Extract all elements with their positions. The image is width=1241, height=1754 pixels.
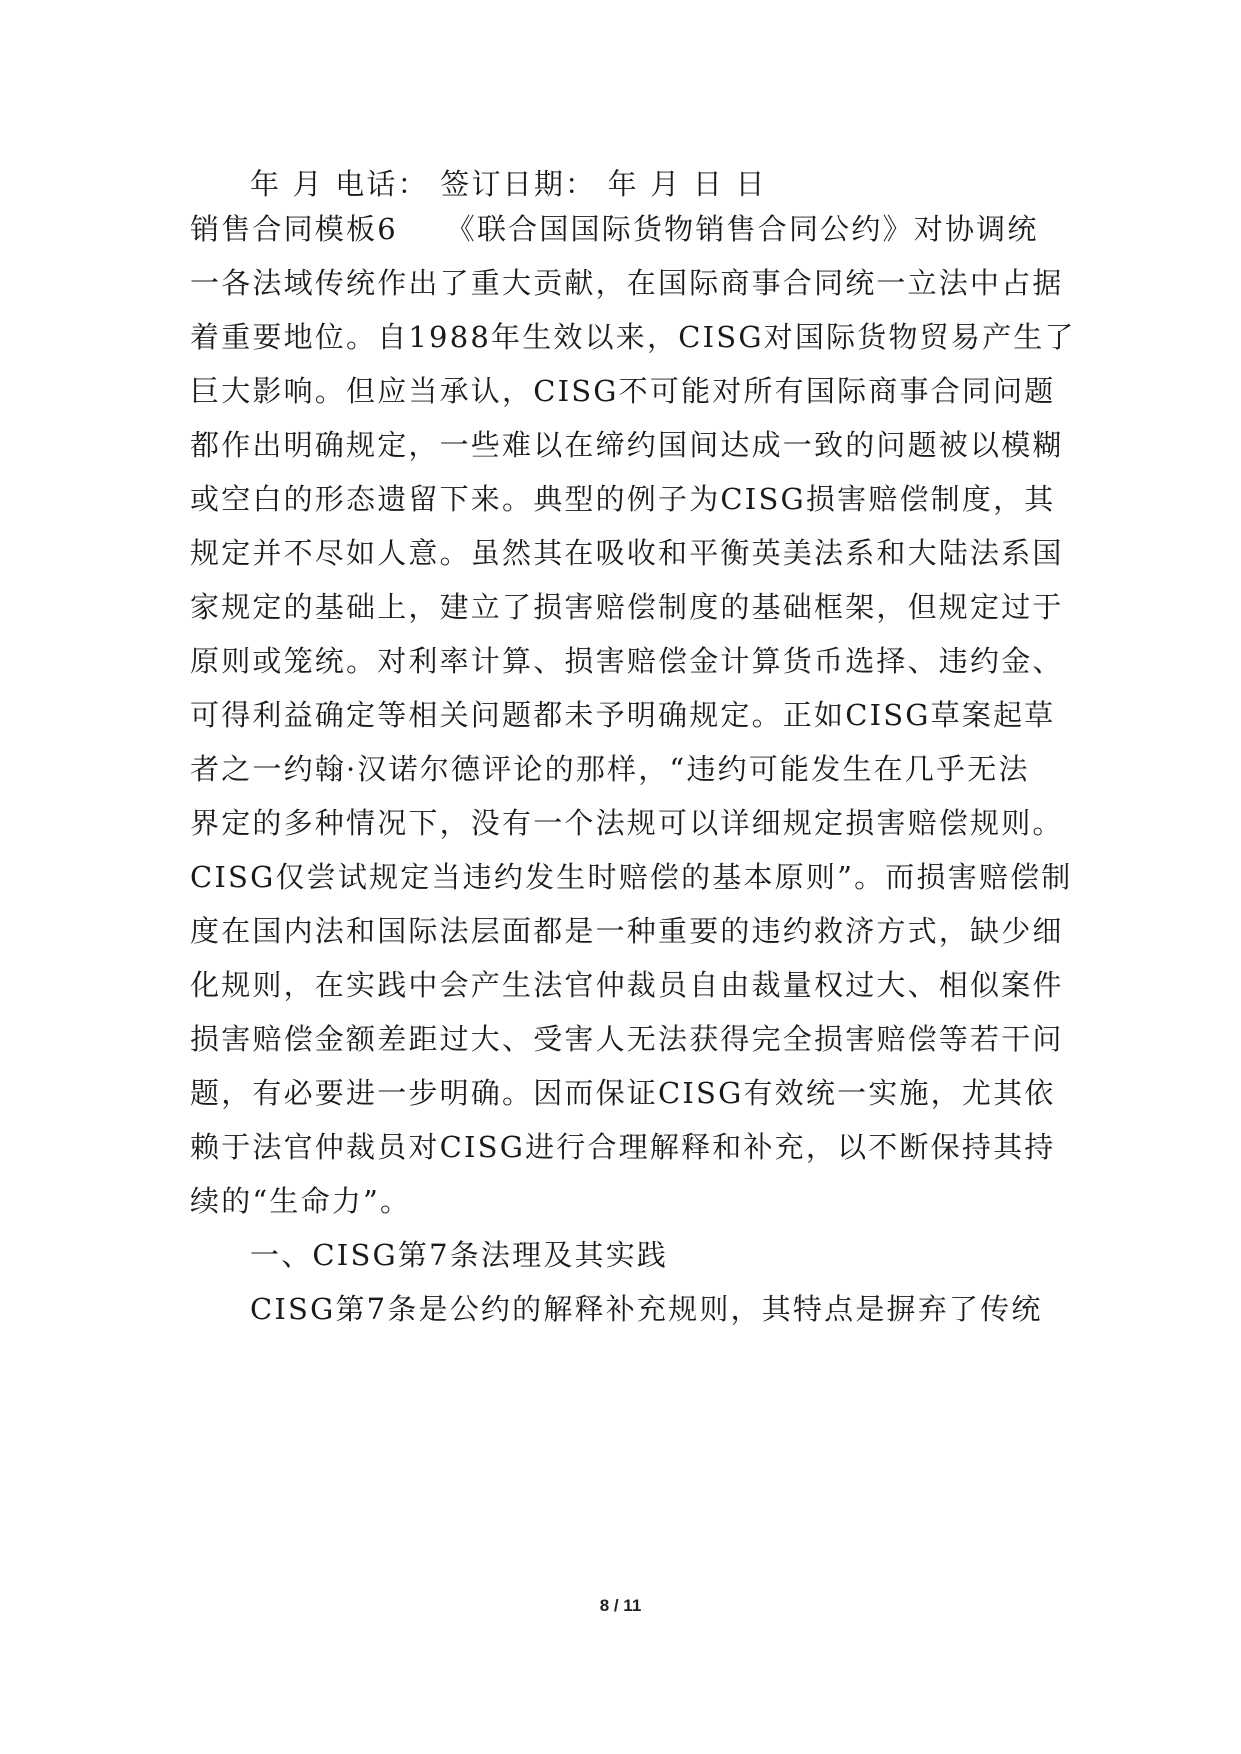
page-number: 8 / 11: [599, 1596, 642, 1615]
paragraph-line: 一各法域传统作出了重大贡献，在国际商事合同统一立法中占据: [190, 266, 1064, 300]
paragraph-line: 续的“生命力”。: [190, 1184, 412, 1218]
paragraph-line: 或空白的形态遗留下来。典型的例子为CISG损害赔偿制度，其: [190, 482, 1056, 516]
paragraph-line: 巨大影响。但应当承认，CISG不可能对所有国际商事合同问题: [190, 374, 1056, 408]
paragraph-line: 损害赔偿金额差距过大、受害人无法获得完全损害赔偿等若干问: [190, 1022, 1064, 1056]
paragraph-line: 者之一约翰·汉诺尔德评论的那样，“违约可能发生在几乎无法: [190, 752, 1030, 786]
paragraph-line: 都作出明确规定，一些难以在缔约国间达成一致的问题被以模糊: [190, 428, 1064, 462]
paragraph-line: CISG第7条是公约的解释补充规则，其特点是摒弃了传统: [250, 1292, 1043, 1326]
paragraph-line: 家规定的基础上，建立了损害赔偿制度的基础框架，但规定过于: [190, 590, 1064, 624]
paragraph-line: 规定并不尽如人意。虽然其在吸收和平衡英美法系和大陆法系国: [190, 536, 1064, 570]
paragraph-line: 题，有必要进一步明确。因而保证CISG有效统一实施，尤其依: [190, 1076, 1056, 1110]
paragraph-line: 界定的多种情况下，没有一个法规可以详细规定损害赔偿规则。: [190, 806, 1064, 840]
paragraph-line: 销售合同模板6 《联合国国际货物销售合同公约》对协调统: [190, 212, 1039, 246]
paragraph-line: 可得利益确定等相关问题都未予明确规定。正如CISG草案起草: [190, 698, 1056, 732]
paragraph-line: 度在国内法和国际法层面都是一种重要的违约救济方式，缺少细: [190, 914, 1064, 948]
paragraph-line: 着重要地位。自1988年生效以来，CISG对国际货物贸易产生了: [190, 320, 1076, 354]
paragraph-line: 原则或笼统。对利率计算、损害赔偿金计算货币选择、违约金、: [190, 644, 1064, 678]
paragraph-line: 化规则，在实践中会产生法官仲裁员自由裁量权过大、相似案件: [190, 968, 1064, 1002]
paragraph-line: CISG仅尝试规定当违约发生时赔偿的基本原则”。而损害赔偿制: [190, 860, 1073, 894]
paragraph-line: 赖于法官仲裁员对CISG进行合理解释和补充，以不断保持其持: [190, 1130, 1056, 1164]
section-heading: 一、CISG第7条法理及其实践: [250, 1238, 669, 1272]
contract-signature-line: 年 月 电话： 签订日期： 年 月 日 日: [250, 167, 767, 201]
